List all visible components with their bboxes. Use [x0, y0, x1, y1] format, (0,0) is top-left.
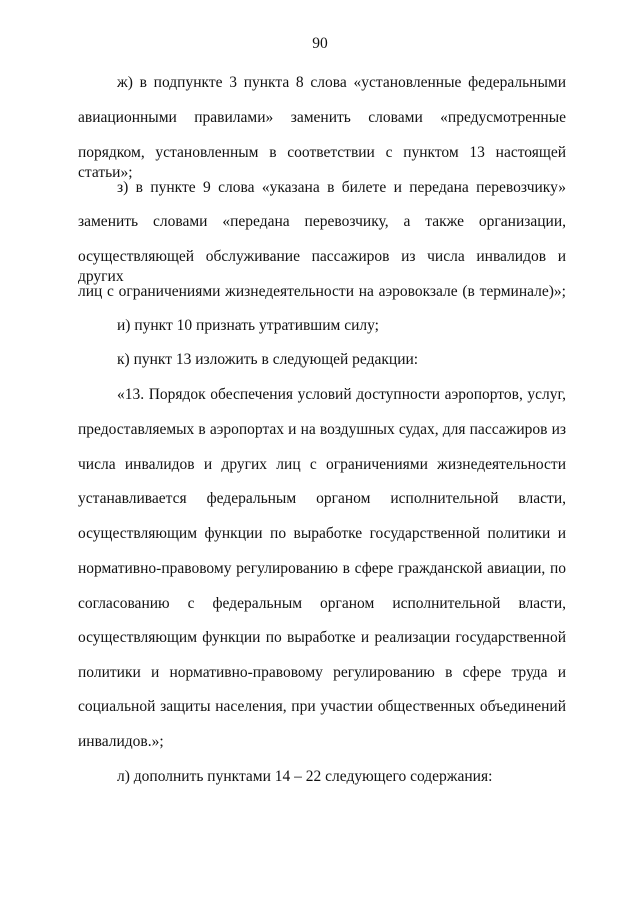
- text-line: предоставляемых в аэропортах и на воздушных судах, для пассажиров из: [78, 421, 566, 438]
- text-line: политики и нормативно-правовому регулированию в сфере труда и: [78, 664, 566, 681]
- text-line: лиц с ограничениями жизнедеятельности на аэровокзале (в терминале)»;: [78, 283, 566, 300]
- text-line: числа инвалидов и других лиц с ограничениями жизнедеятельности: [78, 456, 566, 473]
- text-line: устанавливается федеральным органом исполнительной власти,: [78, 490, 566, 507]
- text-line: авиационными правилами» заменить словами «предусмотренные: [78, 109, 566, 126]
- text-line: ж) в подпункте 3 пункта 8 слова «установленные федеральными: [117, 74, 566, 91]
- text-line: согласованию с федеральным органом исполнительной власти,: [78, 595, 566, 612]
- text-line: осуществляющей обслуживание пассажиров из числа инвалидов и других: [78, 248, 566, 285]
- text-line: инвалидов.»;: [78, 733, 164, 750]
- text-line: осуществляющим функции по выработке государственной политики и: [78, 525, 566, 542]
- text-line: з) в пункте 9 слова «указана в билете и передана перевозчику»: [117, 179, 566, 196]
- text-line: социальной защиты населения, при участии общественных объединений: [78, 698, 566, 715]
- text-line: осуществляющим функции по выработке и реализации государственной: [78, 629, 566, 646]
- text-line: и) пункт 10 признать утратившим силу;: [117, 317, 379, 334]
- text-line: «13. Порядок обеспечения условий доступности аэропортов, услуг,: [117, 386, 566, 403]
- text-line: заменить словами «передана перевозчику, а также организации,: [78, 213, 566, 230]
- text-line: к) пункт 13 изложить в следующей редакции:: [117, 351, 419, 368]
- page-number: 90: [312, 35, 328, 52]
- text-line: порядком, установленным в соответствии с пунктом 13 настоящей статьи»;: [78, 144, 566, 181]
- text-line: нормативно-правовому регулированию в сфере гражданской авиации, по: [78, 560, 566, 577]
- text-line: л) дополнить пунктами 14 – 22 следующего содержания:: [117, 768, 493, 785]
